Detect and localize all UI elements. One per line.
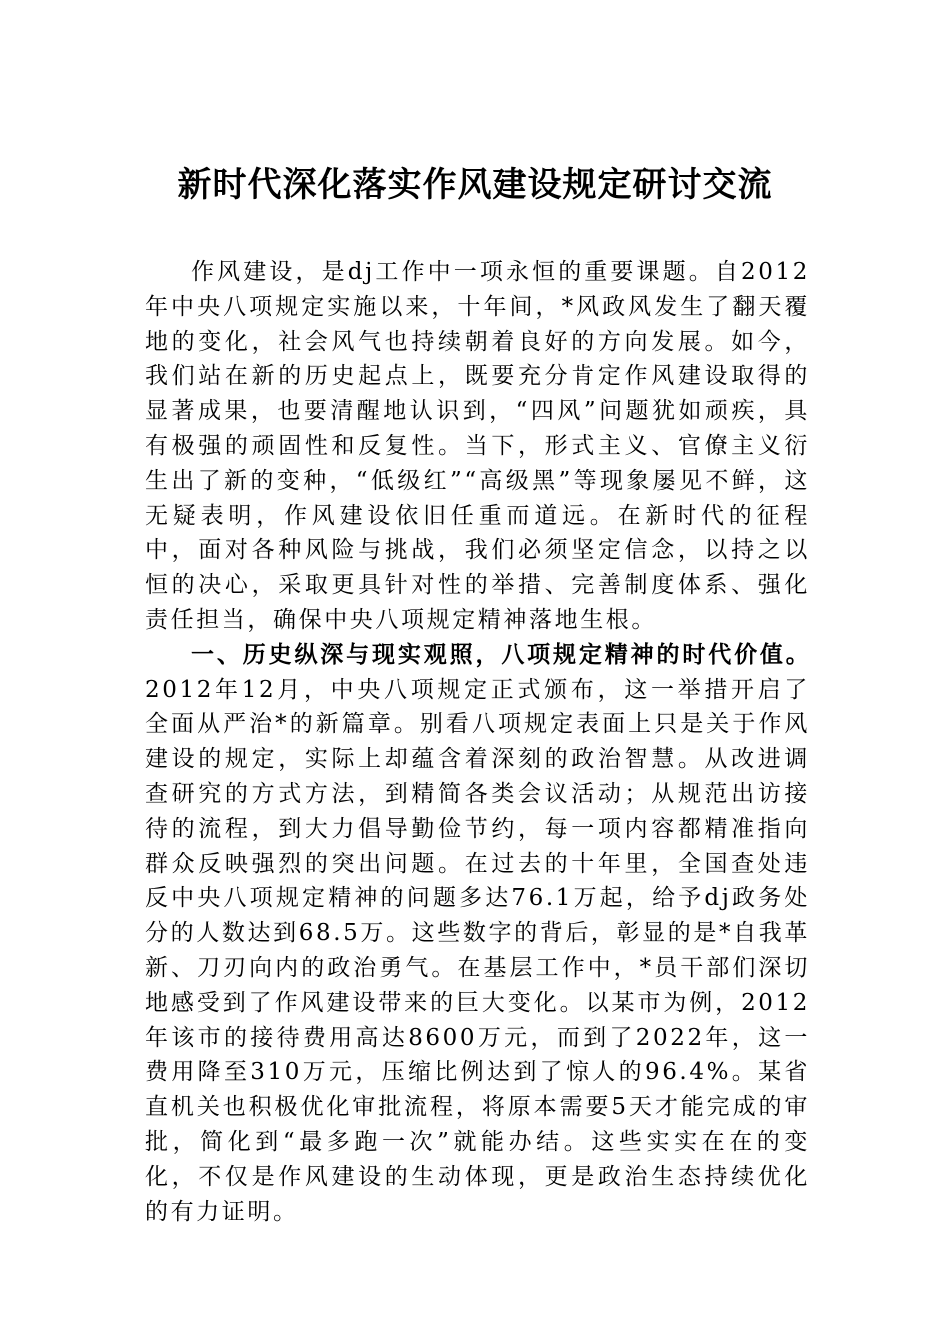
document-title: 新时代深化落实作风建设规定研讨交流 [177, 165, 773, 205]
section-1-body: 2012年12月，中央八项规定正式颁布，这一举措开启了全面从严治*的新篇章。别看八项规定表面上只是关于作风建设的规定，实际上却蕴含着深刻的政治智慧。从改进调查研究的方式方法，到精简各类会议活动；从规范出访接待的流程，到大力倡导勤俭节约，每一项内容都精准指向群众反映强烈的突出问题。在过去的十年里，全国查处违反中央八项规定精神的问题多达76.1万起，给予dj政务处分的人数达到68.5万。这些数字的背后，彰显的是*自我革新、刀刃向内的政治勇气。在基层工作中，*员干部们深切地感受到了作风建设带来的巨大变化。以某市为例，2012年该市的接待费用高达8600万元，而到了2022年，这一费用降至310万元，压缩比例达到了惊人的96.4%。某省直机关也积极优化审批流程，将原本需要5天才能完成的审批，简化到“最多跑一次”就能办结。这些实实在在的变化，不仅是作风建设的生动体现，更是政治生态持续优化的有力证明。 [145, 676, 810, 1225]
section-1-heading: 一、历史纵深与现实观照，八项规定精神的时代价值。 [191, 640, 810, 668]
section-1-paragraph [145, 638, 810, 1230]
intro-paragraph: 作风建设，是dj工作中一项永恒的重要课题。自2012年中央八项规定实施以来，十年间，*风政风发生了翻天覆地的变化，社会风气也持续朝着良好的方向发展。如今，我们站在新的历史起点上，既要充分肯定作风建设取得的显著成果，也要清醒地认识到，“四风”问题犹如顽疾，具有极强的顽固性和反复性。当下，形式主义、官僚主义衍生出了新的变种，“低级红”“高级黑”等现象屡见不鲜，这无疑表明，作风建设依旧任重而道远。在新时代的征程中，面对各种风险与挑战，我们必须坚定信念，以持之以恒的决心，采取更具针对性的举措、完善制度体系、强化责任担当，确保中央八项规定精神落地生根。 [145, 259, 810, 633]
document-body [145, 255, 810, 1229]
